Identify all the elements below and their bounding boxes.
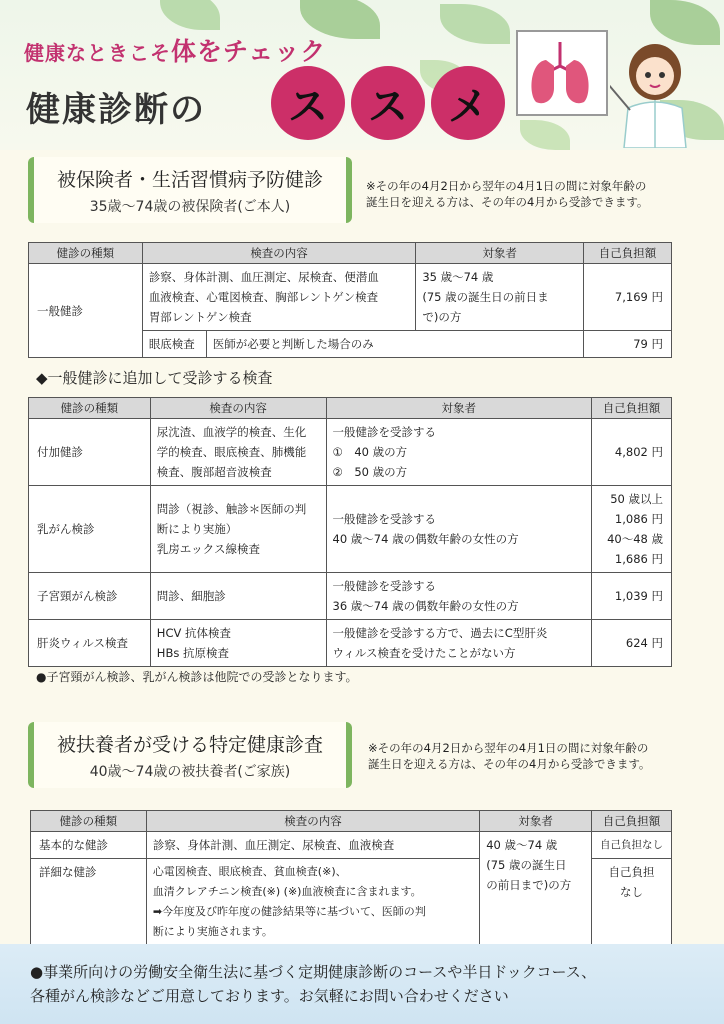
exam-type: 一般健診 [29, 264, 143, 358]
exam-content: 尿沈渣、血液学的検査、生化 学的検査、眼底検査、肺機能 検査、腹部超音波検査 [150, 419, 326, 486]
section1-title: 被保険者・生活習慣病予防健診 [56, 168, 323, 191]
footer-text: ●事業所向けの労働安全衛生法に基づく定期健康診断のコースや半日ドックコース、 各種がん検診などご用意しております。お気軽にお問い合わせください [30, 963, 597, 1005]
table-header: 対象者 [480, 811, 592, 832]
footer-notice [0, 944, 724, 1024]
section3-table [30, 810, 672, 946]
circle-char: ス [271, 66, 345, 140]
section3-subtitle: 40歳～74歳の被扶養者(ご家族) [89, 763, 291, 780]
table-row [29, 264, 672, 331]
exam-content: 診察、身体計測、血圧測定、尿検査、血液検査 [146, 832, 479, 859]
section2-table [28, 397, 672, 667]
section1-note: ※その年の4月2日から翌年の4月1日の間に対象年齢の 誕生日を迎える方は、その年の4月から受診できます。 [366, 179, 649, 209]
circle-char: メ [431, 66, 505, 140]
exam-target: 一般健診を受診する方で、過去にC型肝炎 ウィルス検査を受けたことがない方 [326, 620, 592, 667]
exam-target: 一般健診を受診する ① 40 歳の方 ② 50 歳の方 [326, 419, 592, 486]
exam-type: 付加健診 [29, 419, 151, 486]
table-row [29, 486, 672, 573]
exam-content: 心電図検査、眼底検査、貧血検査(※)、 血清クレアチニン検査(※) (※)血液検査に含まれます。 ➡今年度及び昨年度の健診結果等に基づいて、医師の判 断により実施されます。 [146, 859, 479, 946]
table-row [31, 832, 672, 859]
section3-banner [28, 722, 352, 788]
exam-amount: 624 円 [592, 620, 672, 667]
exam-amount: 50 歳以上 1,086 円 40～48 歳 1,686 円 [592, 486, 672, 573]
table-header: 対象者 [416, 243, 584, 264]
exam-target: 一般健診を受診する 40 歳～74 歳の偶数年齢の女性の方 [326, 486, 592, 573]
susume-circles [271, 66, 505, 140]
doctor-illustration [610, 38, 700, 148]
exam-target: 35 歳～74 歳 (75 歳の誕生日の前日ま で)の方 [416, 264, 584, 331]
circle-char: ス [351, 66, 425, 140]
exam-type: 詳細な健診 [31, 859, 147, 946]
exam-content: HCV 抗体検査 HBs 抗原検査 [150, 620, 326, 667]
section2-footnote: ●子宮頸がん検診、乳がん検診は他院での受診となります。 [36, 670, 358, 684]
exam-content: 問診（視診、触診＊医師の判 断により実施） 乳房エックス線検査 [150, 486, 326, 573]
table-header: 検査の内容 [146, 811, 479, 832]
table-header: 検査の内容 [142, 243, 416, 264]
exam-type: 子宮頸がん検診 [29, 573, 151, 620]
table-header: 自己負担額 [592, 398, 672, 419]
eye-exam-amount: 79 円 [584, 331, 672, 358]
header-title: 健康診断の [26, 90, 206, 130]
exam-target: 40 歳～74 歳 (75 歳の誕生日 の前日まで)の方 [480, 832, 592, 946]
exam-content: 問診、細胞診 [150, 573, 326, 620]
exam-amount: 自己負担なし [592, 832, 672, 859]
header-subtitle: 健康なときこそ体をチェック [24, 37, 327, 66]
table-header: 健診の種類 [29, 243, 143, 264]
section1-table [28, 242, 672, 358]
table-header: 健診の種類 [31, 811, 147, 832]
table-header: 健診の種類 [29, 398, 151, 419]
table-row [29, 573, 672, 620]
section2-heading: ◆一般健診に追加して受診する検査 [36, 369, 273, 387]
table-row [29, 620, 672, 667]
section1-subtitle: 35歳～74歳の被保険者(ご本人) [89, 198, 291, 215]
eye-exam-label: 眼底検査 [142, 331, 206, 358]
section3-note: ※その年の4月2日から翌年の4月1日の間に対象年齢の 誕生日を迎える方は、その年の4月から受診できます。 [368, 741, 651, 771]
table-header: 自己負担額 [592, 811, 672, 832]
exam-amount: 1,039 円 [592, 573, 672, 620]
lungs-illustration [516, 30, 608, 116]
eye-exam-content: 医師が必要と判断した場合のみ [206, 331, 583, 358]
exam-amount: 7,169 円 [584, 264, 672, 331]
exam-target: 一般健診を受診する 36 歳～74 歳の偶数年齢の女性の方 [326, 573, 592, 620]
table-row [29, 419, 672, 486]
exam-content: 診察、身体計測、血圧測定、尿検査、便潜血 血液検査、心電図検査、胸部レントゲン検査 胃部レントゲン検査 [142, 264, 416, 331]
table-header: 対象者 [326, 398, 592, 419]
table-header: 検査の内容 [150, 398, 326, 419]
exam-amount: 4,802 円 [592, 419, 672, 486]
exam-type: 基本的な健診 [31, 832, 147, 859]
table-header: 自己負担額 [584, 243, 672, 264]
section1-banner [28, 157, 352, 223]
exam-type: 乳がん検診 [29, 486, 151, 573]
header-banner [0, 0, 724, 150]
section3-title: 被扶養者が受ける特定健康診査 [56, 733, 323, 756]
exam-type: 肝炎ウィルス検査 [29, 620, 151, 667]
exam-amount: 自己負担 なし [592, 859, 672, 946]
